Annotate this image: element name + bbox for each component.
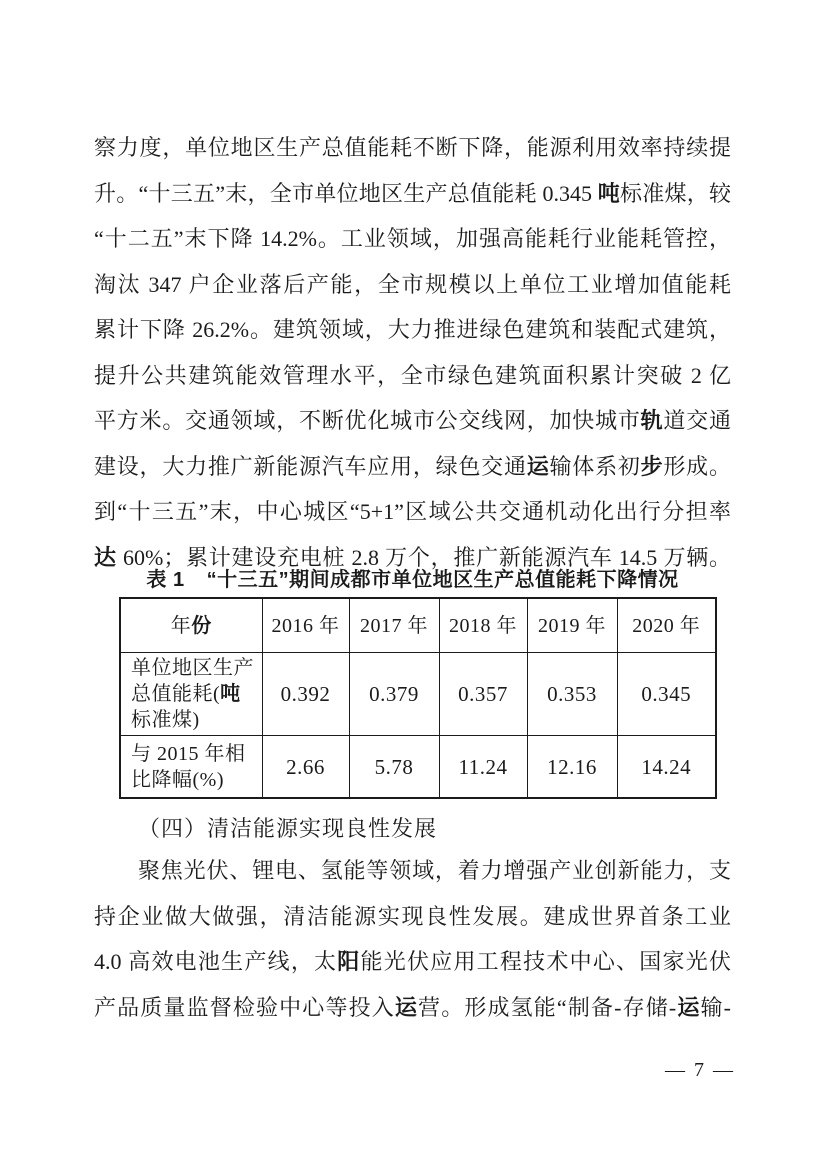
- year-cell: 2016 年: [262, 598, 349, 653]
- value-cell: 2.66: [262, 736, 349, 799]
- year-cell: 2018 年: [439, 598, 527, 653]
- body-line: 升。“十三五”末，全市单位地区生产总值能耗 0.345 吨标准煤，较: [94, 180, 731, 206]
- value-cell: 11.24: [439, 736, 527, 799]
- table-caption-label: 表 1: [146, 569, 185, 591]
- body-line: 平方米。交通领域，不断优化城市公交线网，加快城市轨道交通: [94, 408, 731, 433]
- table-caption: [94, 564, 731, 596]
- footer-dash-right: —: [713, 1059, 735, 1081]
- value-cell: 0.353: [527, 653, 617, 736]
- value-cell: 0.392: [262, 653, 349, 736]
- footer-dash-left: —: [665, 1059, 687, 1081]
- body-line: 淘汰 347 户企业落后产能，全市规模以上单位工业增加值能耗: [94, 271, 731, 297]
- year-cell: 2020 年: [617, 598, 716, 653]
- value-cell: 0.357: [439, 653, 527, 736]
- body-line: 产品质量监督检验中心等投入运营。形成氢能“制备-存储-运输-: [94, 994, 731, 1020]
- body-line: 建设，大力推广新能源汽车应用，绿色交通运输体系初步形成。: [94, 453, 731, 479]
- row-label-cell: 与 2015 年相比降幅(%): [120, 736, 262, 799]
- year-cell: 2017 年: [349, 598, 439, 653]
- body-line: 聚焦光伏、锂电、氢能等领域，着力增强产业创新能力，支: [138, 858, 731, 883]
- value-cell: 14.24: [617, 736, 716, 799]
- energy-consumption-table: [119, 597, 717, 799]
- body-line: 持企业做大做强，清洁能源实现良性发展。建成世界首条工业: [94, 903, 731, 929]
- value-cell: 12.16: [527, 736, 617, 799]
- section-heading: （四）清洁能源实现良性发展: [138, 816, 438, 841]
- year-header-cell: 年份: [120, 598, 262, 653]
- body-paragraph-2: [94, 848, 731, 1030]
- body-line: “十二五”末下降 14.2%。工业领域，加强高能耗行业能耗管控，: [94, 226, 731, 251]
- table-row: [120, 653, 716, 736]
- body-line: 达 60%；累计建设充电桩 2.8 万个，推广新能源汽车 14.5 万辆。: [94, 544, 731, 570]
- row-label-cell: 单位地区生产总值能耗(吨标准煤): [120, 653, 262, 736]
- body-line: 察力度，单位地区生产总值能耗不断下降，能源利用效率持续提: [94, 135, 731, 160]
- value-cell: 5.78: [349, 736, 439, 799]
- body-line: 提升公共建筑能效管理水平，全市绿色建筑面积累计突破 2 亿: [94, 362, 731, 388]
- table-header-row: [120, 598, 716, 653]
- table-caption-title: “十三五”期间成都市单位地区生产总值能耗下降情况: [206, 569, 679, 591]
- value-cell: 0.345: [617, 653, 716, 736]
- table-row: [120, 736, 716, 799]
- body-paragraph-1: [94, 125, 731, 580]
- value-cell: 0.379: [349, 653, 439, 736]
- page-number: [665, 1056, 735, 1084]
- body-line: 到“十三五”末，中心城区“5+1”区域公共交通机动化出行分担率: [94, 499, 731, 524]
- footer-number: 7: [694, 1059, 706, 1081]
- body-line: 4.0 高效电池生产线，太阳能光伏应用工程技术中心、国家光伏: [94, 949, 731, 974]
- body-line: 累计下降 26.2%。建筑领域，大力推进绿色建筑和装配式建筑，: [94, 317, 731, 342]
- year-cell: 2019 年: [527, 598, 617, 653]
